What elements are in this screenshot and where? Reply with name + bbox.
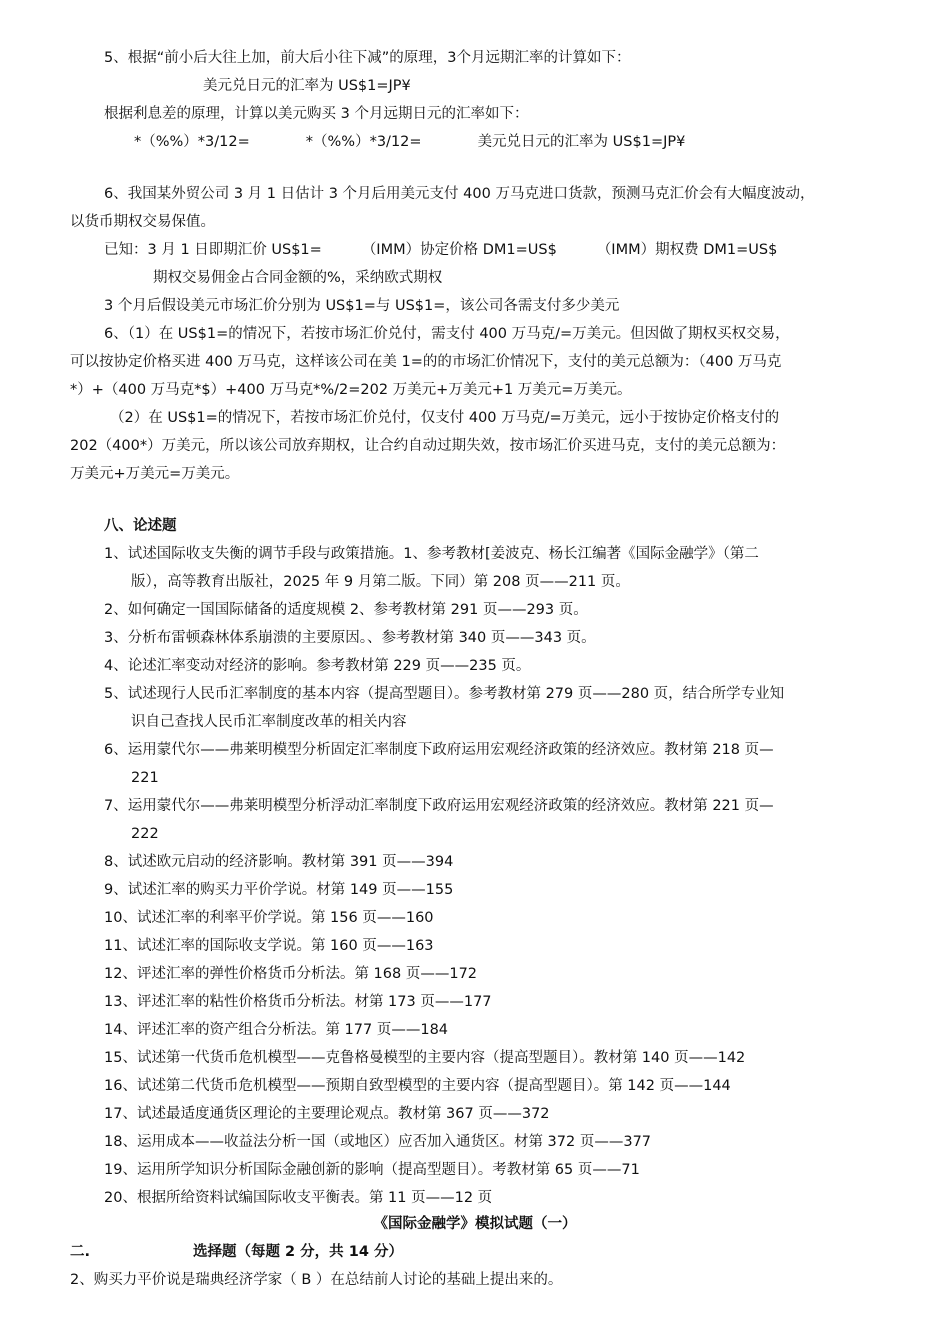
calc-p5-rate: 美元兑日元的汇率为 US$1=JP¥ — [203, 78, 411, 94]
essay-item: 9、试述汇率的购买力平价学说。材第 149 页——155 — [104, 882, 454, 898]
essay-item: 12、评述汇率的弹性价格货币分析法。第 168 页——172 — [104, 966, 478, 982]
calc-p5-intro: 5、根据“前小后大往上加，前大后小往下减”的原理，3个月远期汇率的计算如下： — [104, 50, 631, 66]
formula-1: *（%%）*3/12= — [134, 134, 250, 150]
essay-item: 15、试述第一代货币危机模型——克鲁格曼模型的主要内容（提高型题目）。教材第 140 页——142 — [104, 1050, 746, 1066]
answer1-line2: 可以按协定价格买进 400 万马克，这样该公司在美 1=的的市场汇价情况下，支付的美元总额为：（400 万马克 — [70, 354, 782, 370]
question-2: 2、购买力平价说是瑞典经济学家（ B ）在总结前人讨论的基础上提出来的。 — [70, 1272, 563, 1288]
essay-item: 2、如何确定一国国际储备的适度规模 2、参考教材第 291 页——293 页。 — [104, 602, 588, 618]
essay-item: 5、试述现行人民币汇率制度的基本内容（提高型题目）。参考教材第 279 页——280 页，结合所学专业知 — [104, 686, 785, 702]
answer1-line1: 6、（1）在 US$1=的情况下，若按市场汇价兑付，需支付 400 万马克/=万美元。但因做了期权买权交易， — [104, 326, 790, 342]
formula-3: 美元兑日元的汇率为 US$1=JP¥ — [477, 134, 686, 150]
calc-p5-formula-row — [134, 132, 685, 152]
essay-item-continued: 221 — [131, 770, 159, 786]
section-title: 选择题（每题 2 分，共 14 分） — [193, 1244, 403, 1260]
known-premium: （IMM）期权费 DM1=US$ — [596, 242, 778, 258]
calc-p6-commission: 期权交易佣金占合同金额的%，采纳欧式期权 — [153, 270, 443, 286]
essay-item: 6、运用蒙代尔——弗莱明模型分析固定汇率制度下政府运用宏观经济政策的经济效应。教材第 218 页— — [104, 742, 774, 758]
essay-item: 13、评述汇率的粘性价格货币分析法。材第 173 页——177 — [104, 994, 492, 1010]
essay-item-continued: 识自己查找人民币汇率制度改革的相关内容 — [131, 714, 407, 730]
essay-item: 19、运用所学知识分析国际金融创新的影响（提高型题目）。考教材第 65 页——71 — [104, 1162, 640, 1178]
essay-item: 4、论述汇率变动对经济的影响。参考教材第 229 页——235 页。 — [104, 658, 531, 674]
answer1-line3: *）+（400 万马克*$）+400 万马克*%/2=202 万美元+万美元+1 万美元=万美元。 — [70, 382, 632, 398]
answer2-line3: 万美元+万美元=万美元。 — [70, 466, 240, 482]
essay-item: 17、试述最适度通货区理论的主要理论观点。教材第 367 页——372 — [104, 1106, 550, 1122]
essay-item: 16、试述第二代货币危机模型——预期自致型模型的主要内容（提高型题目）。第 142 页——144 — [104, 1078, 731, 1094]
known-spot: 已知：3 月 1 日即期汇价 US$1= — [104, 242, 322, 258]
essay-item: 14、评述汇率的资产组合分析法。第 177 页——184 — [104, 1022, 449, 1038]
essay-item-continued: 版），高等教育出版社，2025 年 9 月第二版。下同）第 208 页——211 页。 — [131, 574, 630, 590]
section-number: 二. — [70, 1244, 91, 1260]
essay-item-continued: 222 — [131, 826, 159, 842]
calc-p6-line2: 以货币期权交易保值。 — [70, 214, 215, 230]
answer2-line1: （2）在 US$1=的情况下，若按市场汇价兑付，仅支付 400 万马克/=万美元，远小于按协定价格支付的 — [110, 410, 780, 426]
exam-title: 《国际金融学》模拟试题（一） — [373, 1216, 577, 1232]
essay-item: 20、根据所给资料试编国际收支平衡表。第 11 页——12 页 — [104, 1190, 493, 1206]
essay-heading: 八、论述题 — [104, 518, 177, 534]
answer2-line2: 202（400*）万美元，所以该公司放弃期权，让合约自动过期失效，按市场汇价买进马克，支付的美元总额为： — [70, 438, 786, 454]
calc-p6-known-row — [104, 240, 777, 260]
essay-item: 7、运用蒙代尔——弗莱明模型分析浮动汇率制度下政府运用宏观经济政策的经济效应。教材第 221 页— — [104, 798, 774, 814]
essay-item: 10、试述汇率的利率平价学说。第 156 页——160 — [104, 910, 434, 926]
formula-2: *（%%）*3/12= — [305, 134, 422, 150]
known-strike: （IMM）协定价格 DM1=US$ — [361, 242, 557, 258]
essay-item: 8、试述欧元启动的经济影响。教材第 391 页——394 — [104, 854, 454, 870]
calc-p5-interest: 根据利息差的原理，计算以美元购买 3 个月远期日元的汇率如下： — [104, 106, 529, 122]
essay-item: 18、运用成本——收益法分析一国（或地区）应否加入通货区。材第 372 页——377 — [104, 1134, 652, 1150]
essay-item: 11、试述汇率的国际收支学说。第 160 页——163 — [104, 938, 434, 954]
essay-item: 1、试述国际收支失衡的调节手段与政策措施。1、参考教材[姜波克、杨长江编著《国际金融学》（第二 — [104, 546, 759, 562]
calc-p6-line1: 6、我国某外贸公司 3 月 1 日估计 3 个月后用美元支付 400 万马克进口货款，预测马克汇价会有大幅度波动， — [104, 186, 815, 202]
essay-item: 3、分析布雷顿森林体系崩溃的主要原因。、参考教材第 340 页——343 页。 — [104, 630, 596, 646]
calc-p6-question: 3 个月后假设美元市场汇价分别为 US$1=与 US$1=，该公司各需支付多少美元 — [104, 298, 620, 314]
